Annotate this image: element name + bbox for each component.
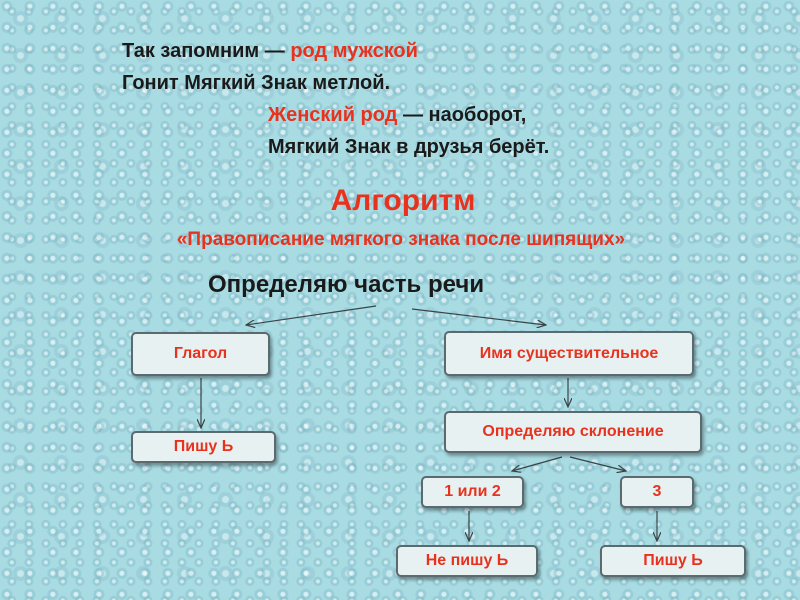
poem-line-1-highlight: род мужской <box>290 40 418 62</box>
algorithm-title: Алгоритм <box>330 184 476 217</box>
declension-box: Определяю склонение <box>444 411 702 453</box>
poem-line-3-highlight: Женский род <box>268 104 398 126</box>
arrow-declension-to-1-2 <box>512 457 562 471</box>
result-3-box: Пишу Ь <box>600 545 746 577</box>
arrow-declension-to-3 <box>570 457 626 471</box>
poem-line-2-text: Гонит Мягкий Знак метлой. <box>122 72 391 94</box>
poem-line-3-text: — наоборот, <box>397 104 527 126</box>
result-1-2-box: Не пишу Ь <box>396 545 538 577</box>
declension-3-box: 3 <box>620 476 694 508</box>
poem-line-4-text: Мягкий Знак в друзья берёт. <box>268 136 550 158</box>
declension-1-2-box: 1 или 2 <box>421 476 524 508</box>
algorithm-subtitle: «Правописание мягкого знака после шипящих» <box>176 229 626 250</box>
poem-line-1-text: Так запомним — <box>122 40 291 62</box>
diagram-root: Определяю часть речи <box>208 271 485 298</box>
verb-result-box: Пишу Ь <box>131 431 276 463</box>
arrow-root-to-noun <box>412 309 546 325</box>
verb-box: Глагол <box>131 332 270 376</box>
noun-box: Имя существительное <box>444 331 694 376</box>
arrow-root-to-verb <box>246 306 376 325</box>
